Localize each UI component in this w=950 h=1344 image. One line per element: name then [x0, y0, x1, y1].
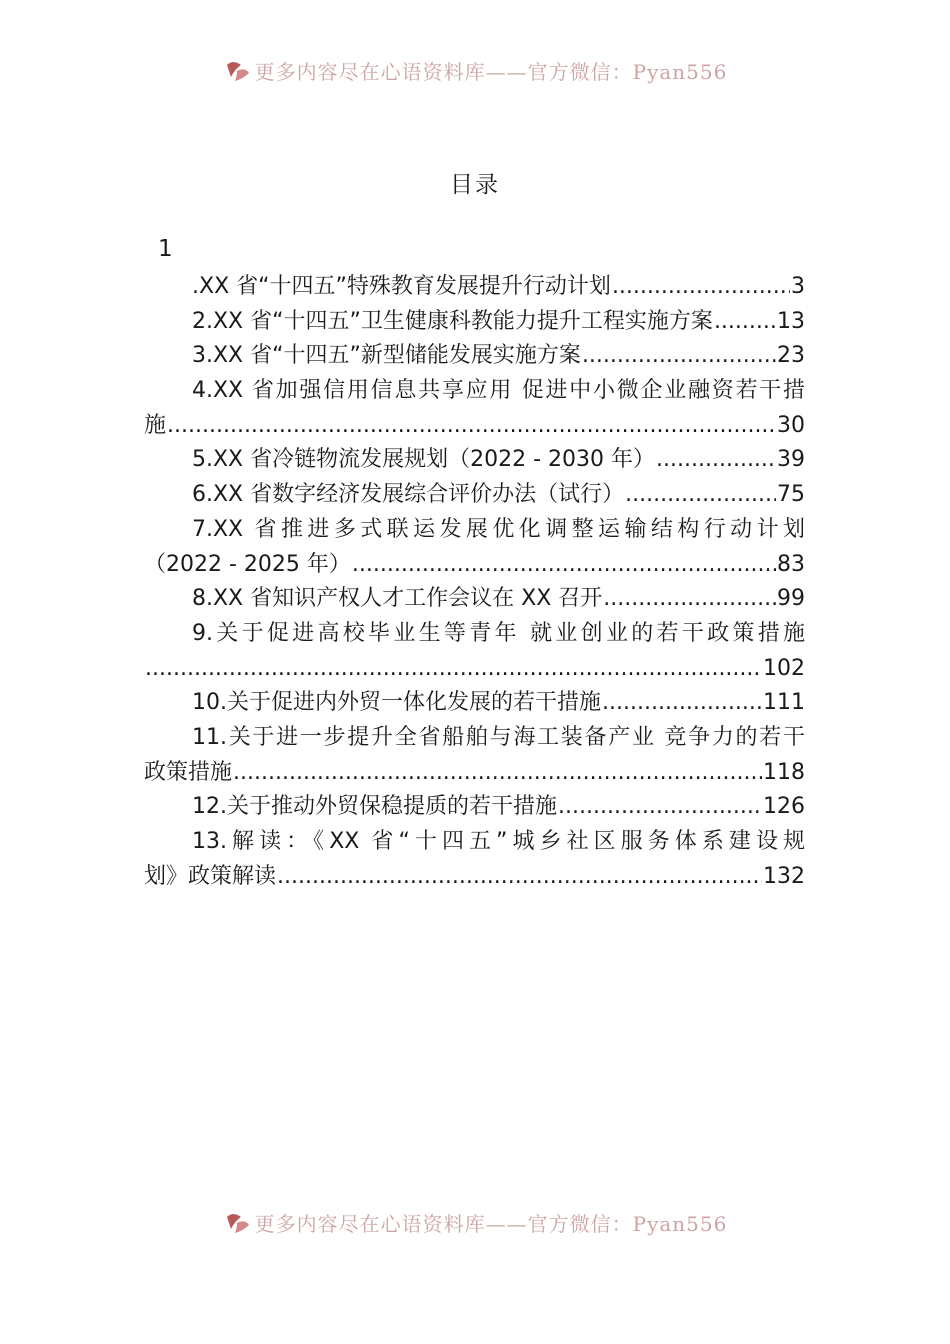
toc-entry-text: 11.关于进一步提升全省船舶与海工装备产业 竞争力的若干	[192, 724, 805, 750]
dot-leader	[602, 686, 762, 721]
watermark-text: 更多内容尽在心语资料库——官方微信：Pyan556	[254, 60, 728, 84]
watermark-top	[0, 56, 950, 85]
toc-entry[interactable]	[144, 270, 805, 305]
toc-entry-text: 3.XX 省“十四五”新型储能发展实施方案	[192, 343, 581, 369]
logo-icon	[223, 57, 251, 85]
toc-page-number: 23	[777, 343, 805, 369]
toc-lead-number: 1	[158, 236, 173, 262]
watermark-text: 更多内容尽在心语资料库——官方微信：Pyan556	[254, 1212, 728, 1236]
dot-leader	[558, 790, 762, 825]
dot-leader	[277, 860, 762, 895]
toc-page-number: 75	[777, 482, 805, 508]
toc-entry[interactable]	[144, 825, 805, 894]
toc-page-number: 83	[777, 551, 805, 577]
toc-entry[interactable]	[144, 582, 805, 617]
toc-page-number: 118	[763, 759, 805, 785]
toc-entry[interactable]	[144, 790, 805, 825]
toc-page-number: 3	[791, 274, 805, 299]
dot-leader	[145, 652, 762, 687]
dot-leader	[167, 409, 776, 444]
toc-entry-text: 划》政策解读	[144, 863, 277, 889]
toc-entry-text: 13.解读：《XX 省“十四五”城乡社区服务体系建设规	[192, 829, 805, 854]
toc-entry[interactable]	[144, 686, 805, 721]
toc-entry[interactable]	[144, 305, 805, 340]
toc-entry[interactable]	[144, 513, 805, 582]
toc-entry[interactable]	[144, 339, 805, 374]
toc-entry-text: 5.XX 省冷链物流发展规划（2022 - 2030 年）	[192, 447, 656, 473]
toc-entry-text: 9.关于促进高校毕业生等青年 就业创业的若干政策措施	[192, 620, 805, 646]
dot-leader	[582, 339, 776, 374]
toc-entry-text: 6.XX 省数字经济发展综合评价办法（试行）	[192, 482, 625, 508]
toc-title: 目录	[450, 172, 500, 198]
dot-leader	[656, 443, 776, 478]
toc-page-number: 132	[763, 863, 805, 889]
toc-entry-text: 施	[144, 412, 167, 438]
toc-entry-text: 7.XX 省推进多式联运发展优化调整运输结构行动计划	[192, 516, 805, 542]
toc-entry[interactable]	[144, 443, 805, 478]
dot-leader	[612, 270, 790, 305]
dot-leader	[352, 548, 776, 583]
toc-entry-text: 8.XX 省知识产权人才工作会议在 XX 召开	[192, 586, 603, 612]
toc-page-number: 30	[777, 412, 805, 438]
dot-leader	[233, 756, 762, 791]
watermark-bottom	[0, 1208, 950, 1237]
toc-page-number: 13	[777, 308, 805, 334]
toc-entry-text: （2022 - 2025 年）	[144, 551, 351, 577]
logo-icon	[223, 1209, 251, 1237]
toc-entry[interactable]	[144, 617, 805, 686]
toc-page-number: 99	[777, 586, 805, 612]
toc-page-number: 111	[763, 690, 805, 716]
toc-page-number: 102	[763, 655, 805, 681]
toc-entry-text: .XX 省“十四五”特殊教育发展提升行动计划	[192, 274, 611, 299]
toc-page-number: 39	[777, 447, 805, 473]
toc-entry-text: 2.XX 省“十四五”卫生健康科教能力提升工程实施方案	[192, 308, 713, 334]
toc-entry-text: 12.关于推动外贸保稳提质的若干措施	[192, 794, 557, 820]
toc-entry-text: 政策措施	[144, 759, 233, 785]
toc-page-number: 126	[763, 794, 805, 820]
toc-entry[interactable]	[144, 478, 805, 513]
dot-leader	[603, 582, 776, 617]
toc-entry-text: 4.XX 省加强信用信息共享应用 促进中小微企业融资若干措	[192, 378, 805, 404]
toc-entry-text: 10.关于促进内外贸一体化发展的若干措施	[192, 690, 601, 716]
dot-leader	[625, 478, 776, 513]
toc-entry[interactable]	[144, 721, 805, 790]
toc-entry[interactable]	[144, 374, 805, 443]
table-of-contents	[144, 270, 805, 894]
dot-leader	[714, 305, 776, 340]
